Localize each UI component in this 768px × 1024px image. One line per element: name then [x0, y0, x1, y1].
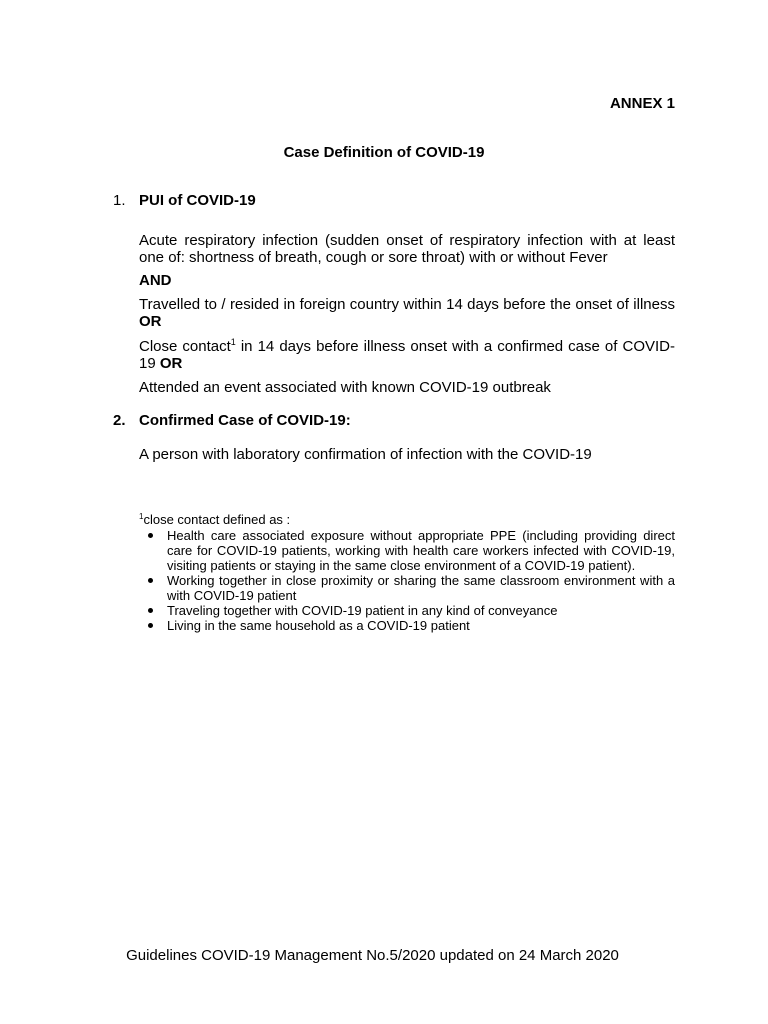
or-connector: OR	[139, 313, 162, 330]
or-connector: OR	[159, 355, 183, 372]
bullet-icon	[148, 578, 153, 583]
list-item: Working together in close proximity or sharing the same classroom environment with a with COVID-19 patient	[139, 573, 675, 603]
footnote-intro	[139, 512, 675, 527]
bullet-icon	[148, 533, 153, 538]
footnote-list	[139, 528, 675, 633]
bullet-icon	[148, 608, 153, 613]
close-contact-text: Close contact	[139, 338, 231, 355]
pui-criteria-event: Attended an event associated with known COVID-19 outbreak	[139, 379, 551, 396]
footnote-intro-text: close contact defined as :	[143, 512, 291, 527]
travel-text: Travelled to / resided in foreign country within 14 days before the onset of illness	[139, 296, 675, 313]
annex-label: ANNEX 1	[609, 95, 675, 112]
section-2-title: Confirmed Case of COVID-19:	[139, 412, 351, 429]
footnote	[139, 512, 675, 633]
confirmed-case-definition: A person with laboratory confirmation of infection with the COVID-19	[139, 446, 592, 463]
pui-criteria-travel	[139, 296, 675, 330]
section-1-title: PUI of COVID-19	[139, 192, 256, 209]
footnote-marker: 1	[139, 512, 144, 521]
section-1-number: 1.	[113, 192, 126, 209]
page-footer: Guidelines COVID-19 Management No.5/2020 updated on 24 March 2020	[126, 947, 619, 964]
and-connector: AND	[139, 272, 172, 289]
pui-criteria-respiratory: Acute respiratory infection (sudden onset of respiratory infection with at least one of: shortness of breath, cough or sore throat) with or without Fever	[139, 232, 675, 266]
close-contact-text-cont: in 14 days before illness onset with a confirmed case of COVID-19	[139, 338, 675, 372]
footnote-reference: 1	[230, 337, 236, 347]
list-item: Health care associated exposure without appropriate PPE (including providing direct care for COVID-19 patients, working with health care workers infected with COVID-19, visiting patients or staying in the same close environment of a COVID-19 patient).	[139, 528, 675, 573]
list-item: Traveling together with COVID-19 patient in any kind of conveyance	[139, 603, 675, 618]
pui-criteria-close-contact	[139, 338, 675, 372]
page-title: Case Definition of COVID-19	[283, 144, 485, 161]
list-item: Living in the same household as a COVID-19 patient	[139, 618, 675, 633]
section-2-number: 2.	[113, 412, 126, 429]
bullet-icon	[148, 623, 153, 628]
